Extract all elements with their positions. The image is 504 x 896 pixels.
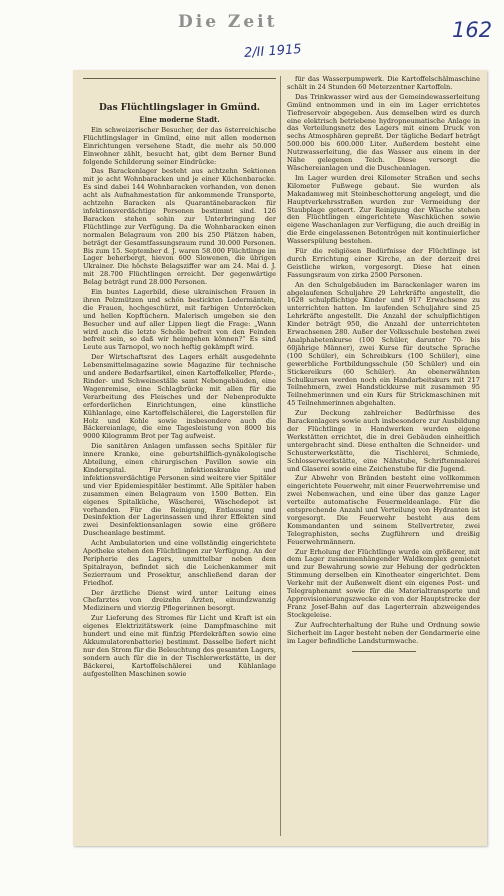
article-paragraph: Zur Abwehr von Bränden besteht eine vollkommen eingerichtete Feuerwehr, mit einer Feuerwehrremise und zwei Nebenwachen, und eine über das ganze Lager verteilte automatische Feuermeldeanlage. Für die entsprechende Anzahl und Verteilung von Hydranten ist vorgesorgt. Die Feuerwehr besteht aus dem Kommandanten und seinem Stellvertreter, zwei Telegraphisten, sechs Zugführern und dreißig Feuerwehrmännern. xyxy=(287,474,480,546)
article-paragraph: Das Barackenlager besteht aus achtzehn Sektionen mit je acht Wohnbaracken und je einer Küchenbaracke. Es sind dabei 144 Wohnbaracken vorhanden, von denen acht als Aufnahmestation für ankommende Transporte, achtzehn Baracken als Quarantänebaracken für infektionsverdächtige Personen bestimmt sind. 126 Baracken stehen sohin zur Unterbringung der Flüchtlinge zur Verfügung. Da die Wohnbaracken einen normalen Belagraum von 200 bis 250 Plätzen haben, beträgt der Gesamtfassungsraum rund 30.000 Personen. Bis zum 15. September d. J. waren 58.000 Flüchtlinge im Lager beherbergt, hievon 600 Slowenen, die übrigen Ukrainer. Die höchste Belagsziffer war am 24. Mai d. J. mit 28.700 Flüchtlingen erreicht. Der gegenwärtige Belag beträgt rund 28.000 Personen. xyxy=(83,167,276,287)
title-top-rule xyxy=(83,78,276,79)
article-paragraph: Der ärztliche Dienst wird unter Leitung eines Chefarztes von dreizehn Ärzten, einundzwanzig Medizinern und vierzig Pflegerinnen besorgt. xyxy=(83,588,276,613)
left-column-body xyxy=(83,127,276,679)
article-paragraph: Der Wirtschaftsrat des Lagers erhält ausgedehnte Lebensmittelmagazine sowie Magazine für technische und andere Bedarfsartikel, einen Kartoffelkeller, Pferde-, Rinder- und Schweineställe samt Nebengebäuden, eine Wagenremise, eine Schlagbrücke mit allen für die Verarbeitung des Fleisches und der Nebenprodukte erforderlichen Einrichtungen, eine künstliche Kühlanlage, eine Kartoffelschälerei, die Lagerstellen für Holz und Kohle sowie insbesondere auch die Bäckereianlage, die eine Tagesleistung von 8000 bis 9000 Kilogramm Brot per Tag aufweist. xyxy=(83,353,276,441)
left-column xyxy=(83,76,276,681)
article-paragraph: Zur Deckung zahlreicher Bedürfnisse des Barackenlagers sowie auch insbesondere zur Ausbildung der Flüchtlinge in Handwerken wurden eigene Werkstätten errichtet, die in drei Gebäuden einheitlich untergebracht sind. Diese enthalten die Schneider- und Schusterwerkstätte, die Tischlerei, Schmiede, Schlosserwerkstätte, eine Nähstube, Schriftenmalerei und Glaserei sowie eine Zeichenstube für die Jugend. xyxy=(287,409,480,473)
article-paragraph: Zur Aufrechterhaltung der Ruhe und Ordnung sowie Sicherheit im Lager besteht neben der Gendarmerie eine im Lager befindliche Landsturmwache. xyxy=(287,620,480,645)
article-title: Das Flüchtlingslager in Gmünd. xyxy=(98,103,261,113)
article-paragraph: Zur Erholung der Flüchtlinge wurde ein größerer, mit dem Lager zusammenhängender Waldkomplex gemietet und zur Bewahrung sowie zur Hebung der gedrückten Stimmung derselben ein Kinotheater eingerichtet. Dem Verkehr mit der Außenwelt dient ein eigenes Post- und Telegraphenamt sowie für die Materialtransporte und Approvisionierungszwecke ein von der Hauptstrecke der Franz Josef-Bahn auf das Lagerterrain abzweigendes Stockgeleise. xyxy=(287,547,480,619)
article-subtitle: Eine moderne Stadt. xyxy=(139,115,220,124)
article-paragraph: An den Schulgebäuden im Barackenlager waren im abgelaufenen Schuljahre 29 Lehrkräfte angestellt, die 1628 schulpflichtige Kinder und 917 Erwachsene zu unterrichten hatten. Im laufenden Schuljahre sind 25 Lehrkräfte angestellt. Die Anzahl der schulpflichtigen Kinder beträgt 950, die Anzahl der unterrichteten Erwachsenen 280. Außer der Volksschule bestehen zwei Analphabetenkurse (100 Schüler, darunter 70- bis 60jährige Männer), zwei Kurse für deutsche Sprache (100 Schüler), ein Schreibkurs (100 Schüler), eine gewerbliche Fortbildungsschule (50 Schüler) und ein Stickereikurs (60 Schüler). An obenerwähnten Schulkursen werden noch ein Handarbeitskurs mit 217 Teilnehmern, zwei Handstickkurse mit zusammen 95 Teilnehmerinnen und ein Kurs für Strickmaschinen mit 45 Teilnehmerinnen abgehalten. xyxy=(287,280,480,408)
right-column xyxy=(287,76,480,652)
newspaper-clipping xyxy=(73,70,487,846)
article-paragraph: Ein schweizerischer Besucher, der das österreichische Flüchtlingslager in Gmünd, eine mit allen modernen Einrichtungen versehene Stadt, die mehr als 50.000 Einwohner zählt, besucht hat, gibt dem Berner Bund folgende Schilderung seiner Eindrücke: xyxy=(83,125,276,166)
column-divider xyxy=(280,76,281,836)
handwritten-date: 2/II 1915 xyxy=(243,42,302,61)
article-paragraph: Acht Ambulatorien und eine vollständig eingerichtete Apotheke stehen den Flüchtlingen zur Verfügung. An der Peripherie des Lagers, unmittelbar neben dem Spitalrayon, befindet sich die Leichenkammer mit Sezierraum und Prosektur, anschließend daran der Friedhof. xyxy=(83,539,276,587)
right-column-body xyxy=(287,76,480,645)
handwritten-page-number: 162 xyxy=(452,18,493,42)
article-paragraph: Im Lager wurden drei Kilometer Straßen und sechs Kilometer Fußwege gebaut. Sie wurden als Makadamweg mit Steinbeschotterung angelegt, und die Hauptverkehrsstraßen wurden zur Vermeidung der Staubplage geteert. Zur Reinigung der Wäsche stehen den Flüchtlingen eingerichtete Waschküchen sowie eigene Waschanlagen zur Verfügung, die auch dreißig in die Erde eingelassenen Betontrögen mit kontinuierlicher Wasserspülung bestehen. xyxy=(287,173,480,246)
article-paragraph: Zur Lieferung des Stromes für Licht und Kraft ist ein eigenes Elektrizitätswerk (eine Dampfmaschine mit hundert und eine mit fünfzig Pferdekräften sowie eine Akkumulatorenbatterie) bestimmt. Dasselbe liefert nicht nur den Strom für die Beleuchtung des gesamten Lagers, sondern auch für die in der Tischlerwerkstätte, in der Bäckerei, Kartoffelschälerei und Kühlanlage aufgestellten Maschinen sowie xyxy=(83,614,276,678)
newspaper-name: Die Zeit xyxy=(178,12,278,32)
article-paragraph: Das Trinkwasser wird aus der Gemeindewasserleitung Gmünd entnommen und in ein im Lager errichtetes Tiefreservoir abgegeben. Aus demselben wird es durch eine elektrisch betriebene hydropneumatische Anlage in das Verteilungsnetz des Lagers mit einem Druck von sechs Atmosphären gepreßt. Der tägliche Bedarf beträgt 500.000 bis 600.000 Liter. Außerdem besteht eine Nutzwasserleitung, die das Wasser aus einem in der Nähe gelegenen Teich. Diese versorgt die Wäschereianlagen und die Duscheanlagen. xyxy=(287,92,480,172)
article-end-rule xyxy=(352,651,416,652)
article-paragraph: Die sanitären Anlagen umfassen sechs Spitäler für innere Kranke, eine geburtshilflich-gynäkologische Abteilung, einen chirurgischen Pavillon sowie ein Kinderspital. Für infektionskranke und infektionsverdächtige Personen sind weitere vier Spitäler und vier Epidemiespitäler bestimmt. Alle Spitäler haben zusammen einen Belagraum von 1500 Betten. Ein eigenes Spitalküche, Wäscherei, Wäschedepot ist vorhanden. Für die Reinigung, Entlausung und Desinfektion der Lagerinsassen und ihrer Effekten sind zwei Desinfektionsanlagen sowie eine größere Duscheanlage bestimmt. xyxy=(83,442,276,538)
article-paragraph: Für die religiösen Bedürfnisse der Flüchtlinge ist durch Errichtung einer Kirche, an der derzeit drei Geistliche wirken, vorgesorgt. Diese hat einen Fassungsraum von zirka 2500 Personen. xyxy=(287,247,480,279)
article-paragraph: für das Wasserpumpwerk. Die Kartoffelschälmaschine schält in 24 Stunden 60 Meterzentner Kartoffeln. xyxy=(287,75,480,91)
article-paragraph: Ein buntes Lagerbild, diese ukrainischen Frauen in ihren Pelzmützen und schön bestickten Ledermänteln, die Frauen, hochgeschürzt, mit farbigen Unterröcken und hellen Kopftüchern. Malerisch umgeben sie den Besucher und auf aller Lippen liegt die Frage: „Wann wird auch die letzte Scholle befreit von den Feinden befreit sein, so daß wir heimgehen können?“ Es sind Leute aus Tarnopol, wo noch heftig gekämpft wird. xyxy=(83,288,276,352)
